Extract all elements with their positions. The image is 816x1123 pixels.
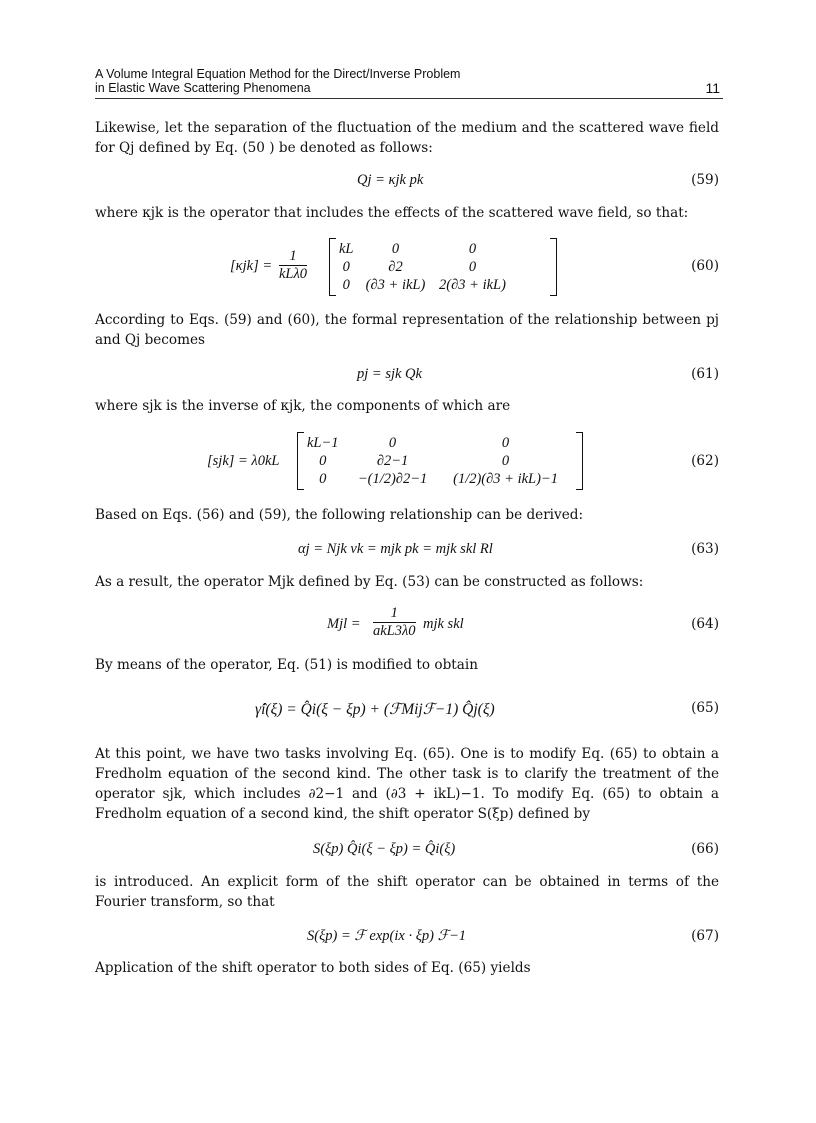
equation-61-body: pj = sjk Qk: [357, 366, 422, 382]
header-rule: [95, 98, 723, 99]
equation-67-number: (67): [691, 928, 719, 944]
m60-r2c1: 0: [342, 258, 350, 275]
equation-66-number: (66): [691, 841, 719, 857]
equation-64-frac-den: akL3λ0: [373, 623, 416, 639]
equation-62-lhs: [sjk] = λ0kL: [207, 453, 280, 469]
equation-64: [95, 605, 723, 647]
paragraph-1: Likewise, let the separation of the fluctuation of the medium and the scattered wave field for Qj defined by Eq. (50 ) be denoted as follows:: [95, 120, 719, 156]
paragraph-5: Based on Eqs. (56) and (59), the following relationship can be derived:: [95, 507, 584, 523]
equation-64-frac-num: 1: [373, 605, 416, 623]
equation-66: [95, 841, 723, 861]
equation-62: [95, 432, 723, 492]
equation-62-number: (62): [691, 453, 719, 469]
paragraph-10: Application of the shift operator to both sides of Eq. (65) yields: [95, 960, 531, 976]
equation-63: [95, 541, 723, 561]
equation-67: [95, 928, 723, 948]
header-title-line2: in Elastic Wave Scattering Phenomena: [95, 81, 311, 95]
equation-59-body: Qj = κjk pk: [357, 172, 424, 188]
m62-r3c2: −(1/2)∂2−1: [357, 470, 428, 487]
m62-r1c2: 0: [388, 434, 397, 451]
paragraph-8: At this point, we have two tasks involving Eq. (65). One is to modify Eq. (65) to obtain a Fredholm equation of the second kind. The other task is to clarify the treatment of the operator sjk, which includes ∂2−1 and (∂3 + ikL)−1. To modify Eq. (65) to obtain a Fredholm equation of a second kind, the shift operator S(ξp) defined by: [95, 746, 719, 822]
equation-59-number: (59): [691, 172, 719, 188]
paragraph-2: where κjk is the operator that includes the effects of the scattered wave field, so that:: [95, 205, 689, 221]
matrix-right-bracket: [576, 432, 583, 490]
m62-r1c3: 0: [501, 434, 510, 451]
equation-61-number: (61): [691, 366, 719, 382]
equation-60-matrix: [329, 238, 557, 296]
equation-60-fraction: [279, 248, 307, 283]
equation-63-number: (63): [691, 541, 719, 557]
m62-r2c1: 0: [319, 452, 327, 469]
paragraph-4: where sjk is the inverse of κjk, the components of which are: [95, 398, 511, 414]
equation-67-body: S(ξp) = ℱ exp(ix · ξp) ℱ−1: [307, 928, 467, 944]
paragraph-3: According to Eqs. (59) and (60), the formal representation of the relationship between pj and Qj becomes: [95, 312, 719, 348]
equation-64-fraction: [373, 605, 416, 640]
m60-r3c2: (∂3 + ikL): [365, 276, 426, 293]
page-number: 11: [705, 80, 720, 96]
running-header: [95, 67, 723, 95]
equation-65: [95, 700, 723, 724]
m60-r3c1: 0: [342, 276, 350, 293]
m62-r2c3: 0: [501, 452, 510, 469]
m60-r2c2: ∂2: [388, 258, 403, 275]
header-title-line1: A Volume Integral Equation Method for the Direct/Inverse Problem: [95, 67, 461, 81]
paragraph-6: As a result, the operator Mjk defined by Eq. (53) can be constructed as follows:: [95, 574, 644, 590]
m60-r1c2: 0: [391, 240, 400, 257]
paragraph-9: is introduced. An explicit form of the shift operator can be obtained in terms of the Fourier transform, so that: [95, 874, 719, 910]
paragraph-7: By means of the operator, Eq. (51) is modified to obtain: [95, 657, 478, 673]
m62-r2c2: ∂2−1: [376, 452, 409, 469]
m62-r3c3: (1/2)(∂3 + ikL)−1: [453, 470, 558, 487]
equation-61: [95, 366, 723, 386]
equation-66-body: S(ξp) Q̂i(ξ − ξp) = Q̂i(ξ): [313, 841, 456, 857]
equation-62-matrix: [297, 432, 583, 490]
m62-r1c1: kL−1: [307, 434, 339, 451]
equation-64-lhs: Mjl =: [327, 616, 361, 632]
equation-60-frac-den: kLλ0: [279, 266, 308, 282]
equation-59: [95, 172, 723, 192]
equation-60: [95, 238, 723, 298]
equation-60-number: (60): [691, 258, 719, 274]
equation-60-lhs: [κjk] =: [230, 258, 273, 274]
m60-r1c1: kL: [339, 240, 354, 257]
equation-63-body: αj = Njk vk = mjk pk = mjk skl Rl: [298, 541, 493, 557]
equation-64-number: (64): [691, 616, 719, 632]
equation-65-body: γ̂i(ξ) = Q̂i(ξ − ξp) + (ℱMijℱ−1) Q̂j(ξ): [255, 701, 495, 718]
matrix-right-bracket: [550, 238, 557, 296]
m60-r3c3: 2(∂3 + ikL): [439, 276, 506, 293]
m62-r3c1: 0: [319, 470, 327, 487]
m60-r1c3: 0: [468, 240, 477, 257]
equation-60-frac-num: 1: [279, 248, 307, 266]
m60-r2c3: 0: [468, 258, 477, 275]
equation-64-rhs: mjk skl: [423, 616, 464, 632]
equation-65-number: (65): [691, 700, 719, 716]
